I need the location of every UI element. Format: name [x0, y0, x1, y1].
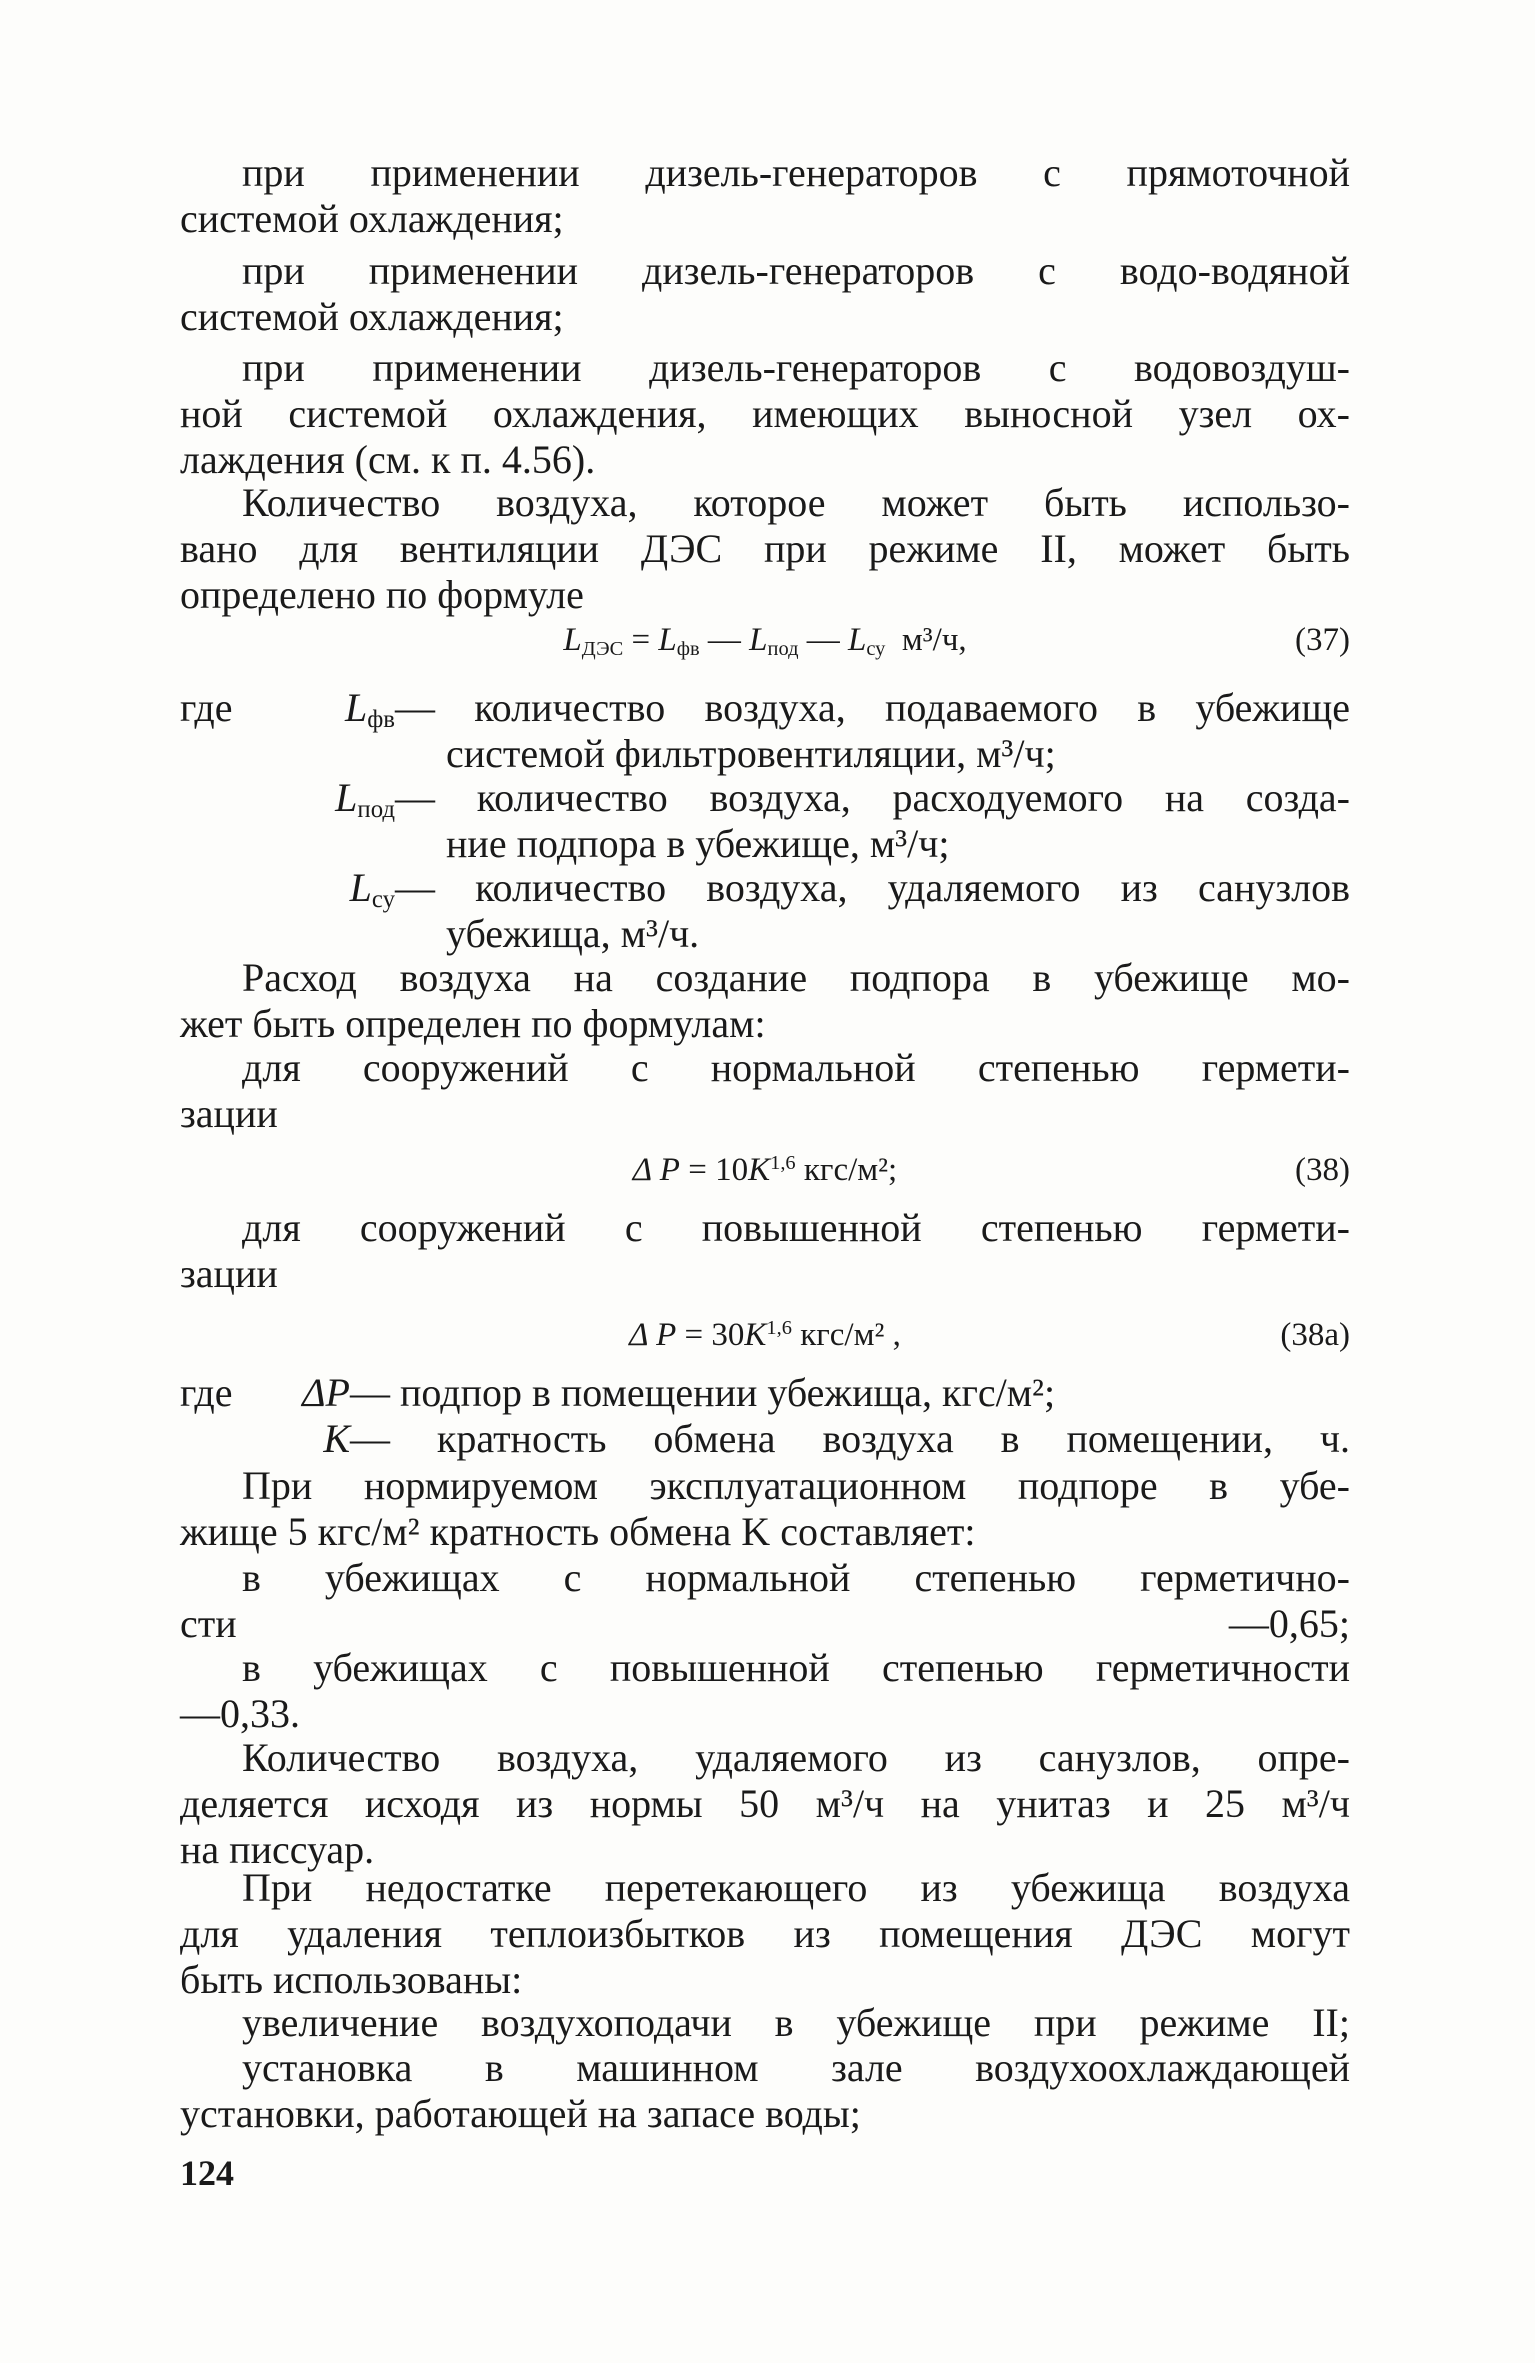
formula-38-expression: Δ $P = 10K^{1,6}$ кгс/м²; [632, 1151, 898, 1188]
paragraph-normative-pressure [180, 1463, 1350, 1555]
definition-description: — кратность обмена воздуха в помещении, ч. [350, 1416, 1350, 1461]
paragraph-high-ratio [180, 1645, 1350, 1737]
paragraph-high-sealing [180, 1205, 1350, 1297]
text-line: жище 5 кгс/м² кратность обмена K составляет: [180, 1509, 976, 1554]
text-line: для сооружений с нормальной степенью гермети- [242, 1045, 1350, 1090]
definition-Lpod [180, 775, 1350, 867]
formula-number: (38) [1295, 1152, 1350, 1188]
definition-description: — количество воздуха, расходуемого на созда- ние подпора в убежище, м³/ч; [395, 775, 1350, 866]
text-line: в убежищах с нормальной степенью герметично- [242, 1555, 1350, 1600]
formula-38a [180, 1310, 1350, 1360]
paragraph-normal-ratio [180, 1555, 1350, 1647]
definition-deltaP [180, 1370, 1350, 1416]
paragraph-diesel-water-water [180, 248, 1350, 340]
definition-description: — количество воздуха, удаляемого из санузлов убежища, м³/ч. [395, 865, 1350, 956]
definition-term: где $L_{фв}$ [180, 685, 395, 734]
text-line: при применении дизель-генераторов с прямоточной [242, 150, 1350, 195]
definition-term: где ΔP [180, 1370, 350, 1415]
text-line: жет быть определен по формулам: [180, 1001, 766, 1046]
text-line: зации [180, 1251, 278, 1296]
page-number: 124 [180, 2153, 234, 2193]
formula-37-expression: $L_{ДЭС} = L_{фв}$ — $L_{под}$ — $L_{су}$ м³/ч, [563, 622, 967, 661]
text-line: деляется исходя из нормы 50 м³/ч на унитаз и 25 м³/ч [180, 1781, 1350, 1826]
text-line: при применении дизель-генераторов с водо-водяной [242, 248, 1350, 293]
text-line: при применении дизель-генераторов с водовоздуш- [242, 345, 1350, 390]
text-line: системой охлаждения; [180, 294, 564, 339]
text-line: ной системой охлаждения, имеющих выносной узел ох- [180, 391, 1350, 436]
text-line: системой охлаждения; [180, 196, 564, 241]
definition-term: $L_{под}$ [335, 775, 395, 824]
text-line: Количество воздуха, удаляемого из санузлов, опре- [242, 1735, 1350, 1780]
formula-number: (37) [1295, 622, 1350, 658]
formula-number: (38а) [1280, 1317, 1350, 1353]
text-line: для удаления теплоизбытков из помещения ДЭС могут [180, 1911, 1350, 1956]
paragraph-air-cooling-unit [180, 2045, 1350, 2137]
definition-description: — подпор в помещении убежища, кгс/м²; [350, 1370, 1056, 1415]
formula-37 [180, 615, 1350, 665]
definition-Lfv [180, 685, 1350, 777]
text-line: увеличение воздухоподачи в убежище при режиме II; [242, 2000, 1350, 2045]
text-line: лаждения (см. к п. 4.56). [180, 437, 596, 482]
definition-term: $L_{су}$ [349, 865, 395, 914]
text-line: быть использованы: [180, 1957, 523, 2002]
text-line: установки, работающей на запасе воды; [180, 2091, 861, 2136]
paragraph-diesel-water-air [180, 345, 1350, 483]
paragraph-normal-sealing [180, 1045, 1350, 1137]
paragraph-increase-supply [180, 2000, 1350, 2046]
formula-38a-expression: Δ $P = 30K^{1,6}$ кгс/м² , [629, 1316, 901, 1353]
text-line: При нормируемом эксплуатационном подпоре в убе- [242, 1463, 1350, 1508]
paragraph-heat-removal [180, 1865, 1350, 2003]
text-line: сти [180, 1601, 237, 1646]
text-line: для сооружений с повышенной степенью гермети- [242, 1205, 1350, 1250]
text-line: определено по формуле [180, 572, 584, 617]
text-line: При недостатке перетекающего из убежища воздуха [242, 1865, 1350, 1910]
text-line: в убежищах с повышенной степенью герметичности [242, 1645, 1350, 1690]
text-line: Расход воздуха на создание подпора в убежище мо- [242, 955, 1350, 1000]
ratio-value: —0,65; [1228, 1601, 1350, 1646]
text-line: —0,33. [180, 1691, 300, 1736]
definition-Lsu [180, 865, 1350, 957]
formula-38 [180, 1145, 1350, 1195]
text-line: Количество воздуха, которое может быть использо- [242, 480, 1350, 525]
paragraph-sanitary-air [180, 1735, 1350, 1873]
definition-term: K [323, 1416, 350, 1461]
text-line: установка в машинном зале воздухоохлаждающей [242, 2045, 1350, 2090]
text-line: вано для вентиляции ДЭС при режиме II, может быть [180, 526, 1350, 571]
text-line: на писсуар. [180, 1827, 375, 1872]
paragraph-air-quantity [180, 480, 1350, 618]
text-line: зации [180, 1091, 278, 1136]
paragraph-overpressure-air [180, 955, 1350, 1047]
definition-description: — количество воздуха, подаваемого в убежище системой фильтровентиляции, м³/ч; [395, 685, 1350, 776]
definition-K [180, 1416, 1350, 1462]
paragraph-diesel-direct-flow [180, 150, 1350, 242]
